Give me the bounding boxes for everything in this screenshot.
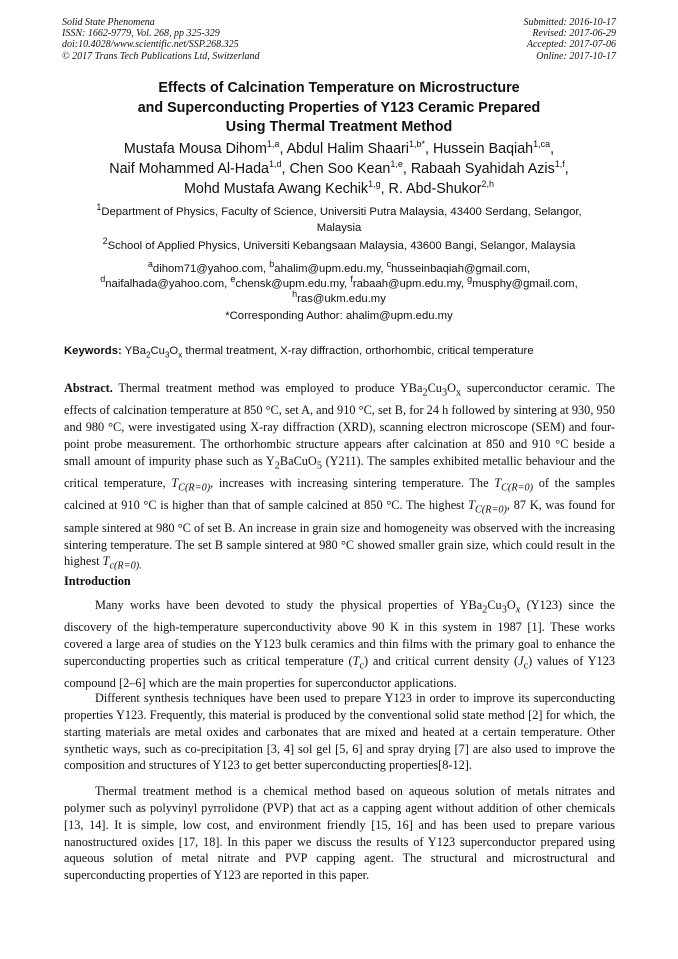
affiliation-text-cont: Malaysia bbox=[316, 222, 362, 234]
author-line-3: Mohd Mustafa Awang Kechik$^{1,g}$, R. Abd-Shukor$^{2,h}$ bbox=[183, 178, 495, 197]
affiliation-number: 2 bbox=[102, 236, 108, 247]
author-name: Mohd Mustafa Awang Kechik bbox=[183, 180, 369, 197]
journal-header-right bbox=[524, 17, 617, 62]
author-sup: 1,f bbox=[554, 159, 565, 170]
author-name: R. Abd-Shukor bbox=[388, 180, 482, 197]
copyright-line: © 2017 Trans Tech Publications Ltd, Switzerland bbox=[62, 50, 260, 62]
author-name: Abdul Halim Shaari bbox=[286, 141, 409, 157]
introduction-heading: Introduction bbox=[64, 574, 131, 588]
author-list bbox=[30, 140, 648, 199]
email-link[interactable]: ras@ukm.edu.my bbox=[297, 293, 386, 305]
accepted-date: Accepted: 2017-07-06 bbox=[526, 39, 616, 51]
email-link[interactable]: musphy@gmail.com bbox=[472, 278, 575, 290]
title-line-1: Effects of Calcination Temperature on Microstructure bbox=[158, 80, 520, 96]
email-link[interactable]: husseinbaqiah@gmail.com bbox=[391, 263, 527, 275]
intro-paragraph-2: Different synthesis techniques have been used to prepare Y123 in order to improve its superconducting properties Y123. Frequently, this material is produced by the conventional solid state method [2] for which, the starting materials are metal oxides and carbonates that are mixed and heated at a certain temperature. Other synthetic ways, such as co-precipitation [3, 4] sol gel [5, 6] and spray drying [7] are also used to improve the composition and structures of Y123 to get better superconducting properties[8-12]. bbox=[64, 691, 615, 773]
email-link[interactable]: chensk@upm.edu.my bbox=[235, 278, 345, 290]
keywords-label: Keywords: bbox=[64, 345, 122, 357]
author-sup: 1,d bbox=[268, 159, 282, 170]
author-name: Rabaah Syahidah Azis bbox=[410, 160, 555, 177]
affiliation-2 bbox=[48, 238, 630, 254]
author-sup: 1,b* bbox=[408, 139, 425, 150]
corresponding-author: *Corresponding Author: ahalim@upm.edu.my bbox=[225, 310, 453, 322]
affiliation-text: Department of Physics, Faculty of Science, Universiti Putra Malaysia, 43400 Serdang, Selangor, bbox=[101, 206, 582, 218]
affiliation-1 bbox=[48, 204, 630, 236]
email-link[interactable]: dihom71@yahoo.com bbox=[152, 263, 263, 275]
author-name: Chen Soo Kean bbox=[289, 160, 391, 177]
intro-paragraph-3: Thermal treatment method is a chemical method based on aqueous solution of metals nitrates and polymer such as polyvinyl pyrrolidone (PVP) that act as a capping agent without addition of other chemicals [13, 14]. It is simple, low cost, and environment friendly [15, 16] and has been used to prepare various nanostructured oxides [17, 18]. In this paper we discuss the results of Y123 superconductor prepared using aqueous solution of metal nitrate and PVP capping agent. The structural and microstructural and superconducting properties of Y123 are reported in this paper. bbox=[64, 784, 615, 883]
email-link[interactable]: ahalim@upm.edu.my bbox=[274, 263, 381, 275]
author-sup: 1,a bbox=[266, 139, 280, 150]
paper-title bbox=[40, 79, 638, 138]
author-name: Mustafa Mousa Dihom bbox=[123, 141, 267, 157]
affiliation-number: 1 bbox=[96, 202, 102, 213]
author-line-2: Naif Mohammed Al-Hada$^{1,d}$, Chen Soo Kean$^{1,e}$, Rabaah Syahidah Azis$^{1,f}$, bbox=[109, 159, 569, 177]
author-name: Naif Mohammed Al-Hada bbox=[109, 160, 269, 177]
abstract-label: Abstract. bbox=[64, 381, 113, 395]
email-list: $^a$dihom71@yahoo.com, $^b$ahalim@upm.edu.my, $^c$husseinbaqiah@gmail.com, $^d$naifalhada@yahoo.com, $^e$chensk@upm.edu.my, $^f$rabaah@upm.edu.my, $^g$musphy@gmail.com, $^h$ras@ukm.edu.my bbox=[100, 259, 578, 305]
keywords-line: Keywords: $YBa_2Cu_3O_x$ thermal treatment, X-ray diffraction, orthorhombic, critical temperature bbox=[64, 345, 534, 360]
author-sup: 2,h bbox=[481, 178, 495, 189]
revised-date: Revised: 2017-06-29 bbox=[532, 28, 616, 40]
submitted-date: Submitted: 2016-10-17 bbox=[523, 17, 616, 28]
issn-line: ISSN: 1662-9779, Vol. 268, pp 325-329 bbox=[62, 28, 220, 40]
author-name: Hussein Baqiah bbox=[432, 141, 534, 157]
journal-header-left bbox=[62, 17, 260, 62]
intro-paragraph-1: Many works have been devoted to study the physical properties of $YBa_2Cu_3O_x$ (Y123) since the discovery of the high-temperature superconductivity above 90 K in this system in 1987 [1]. These works covered a large area of studies on the Y123 bulk ceramics and thin films with the primary goal to enhance the superconducting properties such as critical temperature $(T_c)$ and critical current density $(J_c)$ values of Y123 compound [2–6] which are the main properties for superconductor applications. bbox=[64, 598, 615, 691]
doi-line: doi:10.4028/www.scientific.net/SSP.268.325 bbox=[62, 39, 239, 51]
abstract: Abstract. Thermal treatment method was employed to produce $YBa_2Cu_3O_x$ superconductor ceramic. The effects of calcination temperature at 850 °C, set A, and 910 °C, set B, for 24 h followed by sintering at 930, 950 and 980 °C, were investigated using X-ray diffraction (XRD), scanning electron microscope (SEM) and four-point probe measurement. The orthorhombic structure appears after calcination at 850 and 910 °C beside a small amount of impurity phase such as $Y_2BaCuO_5$ (Y211). The samples exhibited metallic behaviour and the critical temperature, $T_{C(R=0)}$, increases with increasing sintering temperature. The $T_{C(R=0)}$ of the samples calcined at 910 °C is higher than that of sample calcined at 850 °C. The highest $T_{C(R=0)}$, 87 K, was found for sample sintered at 980 °C of set B. An increase in grain size and homogeneity was observed with the increasing sintering temperature. The set B sample sintered at 980 °C showed smaller grain size, which could result in the highest $T_{c(R=0).}$ bbox=[64, 381, 616, 572]
title-line-3: Using Thermal Treatment Method bbox=[225, 119, 453, 135]
affiliation-text: School of Applied Physics, Universiti Kebangsaan Malaysia, 43600 Bangi, Selangor, Malaysia bbox=[107, 240, 576, 252]
email-link[interactable]: naifalhada@yahoo.com bbox=[105, 278, 225, 290]
title-line-2: and Superconducting Properties of Y123 Ceramic Prepared bbox=[137, 99, 541, 116]
author-line-1: Mustafa Mousa Dihom$^{1,a}$, Abdul Halim Shaari$^{1,b*}$, Hussein Baqiah$^{1,ca}$, bbox=[123, 139, 555, 157]
author-sup: 1,g bbox=[368, 178, 381, 189]
author-sup: 1,ca bbox=[533, 139, 551, 150]
author-sup: 1,e bbox=[390, 159, 403, 170]
email-link[interactable]: rabaah@upm.edu.my bbox=[352, 278, 461, 290]
online-date: Online: 2017-10-17 bbox=[536, 50, 616, 62]
journal-name: Solid State Phenomena bbox=[62, 17, 155, 28]
